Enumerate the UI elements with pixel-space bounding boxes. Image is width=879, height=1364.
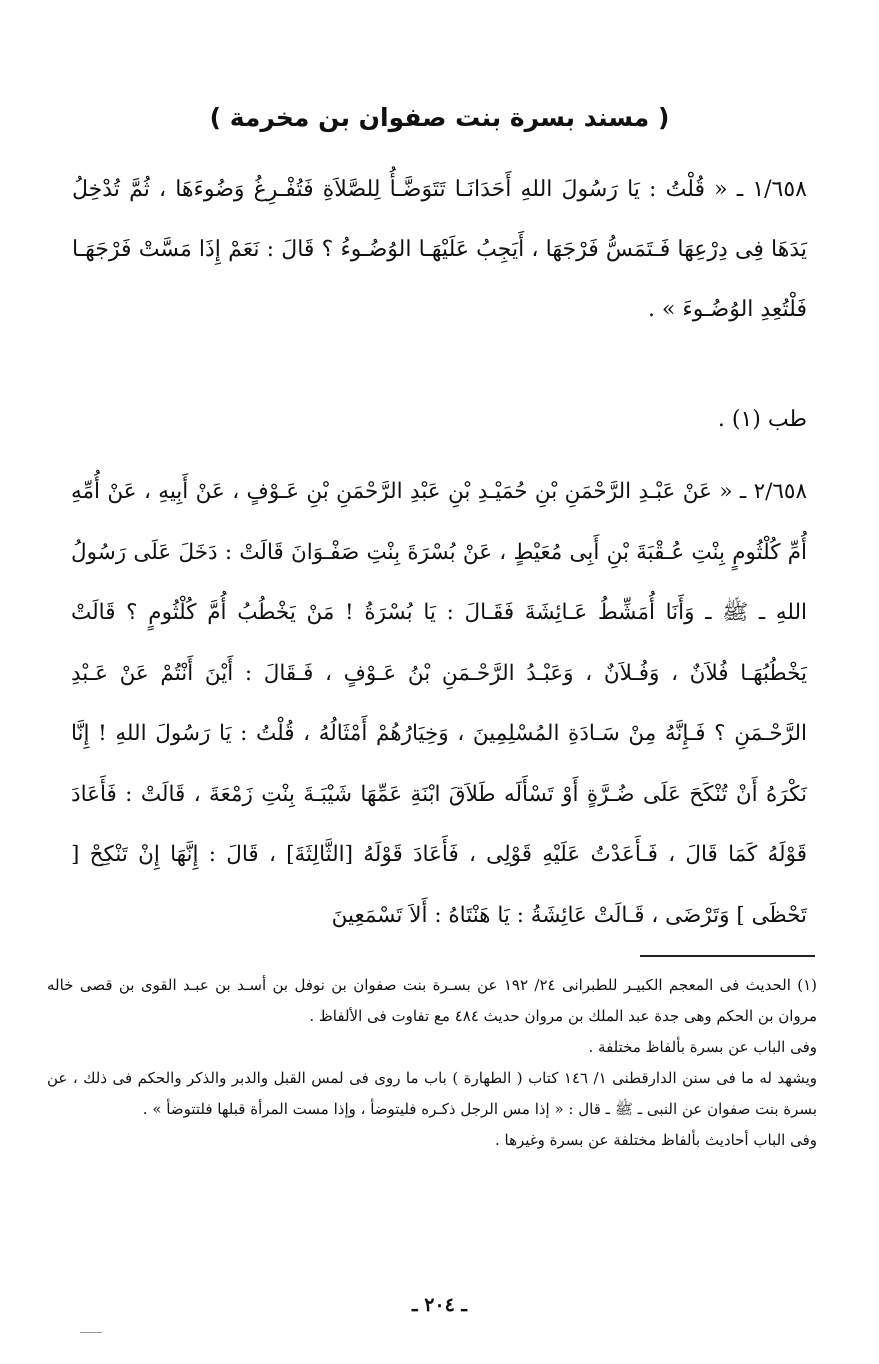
hadith-2-text: ٢/٦٥٨ ـ « عَنْ عَبْـدِ الرَّحْمَنِ بْنِ حُمَيْـدِ بْنِ عَبْدِ الرَّحْمَنِ بْنِ عَـوْفٍ ، عَنْ أَبِيهِ ، عَنْ أُمِّهِ أُمِّ كُلْثُومٍ بِنْتِ عُـقْبَةَ بْنِ أَبِى مُعَيْطٍ ، عَنْ بُسْرَةَ بِنْتِ صَفْـوَانَ قَالَتْ : دَخَلَ عَلَى رَسُولُ اللهِ ـ ﷺ ـ وَأَنَا أُمَشِّطُ عَـائِشَةَ فَقَـالَ : يَا بُسْرَةُ ! مَنْ يَخْطُبُ أُمَّ كُلْثُومٍ ؟ قَالَتْ يَخْطُبُهَـا فُلاَنٌ ، وَفُـلاَنٌ ، وَعَبْـدُ الرَّحْـمَنِ بْنُ عَـوْفٍ ، فَـقَالَ : أَيْنَ أَنْتُمْ عَنْ عَـبْدِ الرَّحْـمَنِ ؟ فَـإِنَّهُ مِنْ سَـادَةِ المُسْلِمِينَ ، وَخِيَارُهُمْ أَمْثَالُهُ ، قُلْتُ : يَا رَسُولَ اللهِ ! إِنَّا نَكْرَهُ أَنْ تُنْكَحَ عَلَى ضُـرَّةٍ أَوْ تَسْأَلَه طَلاَقَ ابْنَةِ عَمِّهَا شَيْبَـةَ بِنْتِ زَمْعَةَ ، قَالَتْ : فَأَعَادَ قَوْلَهُ كَمَا قَالَ ، فَـأَعَدْتُ عَلَيْهِ قَوْلِى ، فَأَعَادَ قَوْلَهُ [الثَّالِثَةَ] ، قَالَ : إِنَّهَا إِنْ تَنْكِحْ [ تَحْظَى ] وَتَرْضَى ، قَـالَتْ عَائِشَةُ : يَا هَنْتَاهُ : أَلاَ تَسْمَعِينَ bbox=[71, 479, 807, 928]
scan-mark bbox=[80, 1332, 102, 1333]
footnotes bbox=[47, 970, 817, 1156]
footnote-4: وفى الباب أحاديث بألفاظ مختلفة عن بسرة وغيرها . bbox=[495, 1131, 817, 1149]
footnote-3: ويشهد له ما فى سنن الدارقطنى ١/ ١٤٦ كتاب ( الطهارة ) باب ما روى فى لمس القبل والدبر والذكر والحكم فى ذلك ، عن بسرة بنت صفوان عن النبى ـ ﷺ ـ قال : « إذا مس الرجل ذكـره فليتوضأ ، وإذا مست المرأة قبلها فلتتوضأ » . bbox=[47, 1069, 818, 1118]
footnote-2: وفى الباب عن بسرة بألفاظ مختلفة . bbox=[588, 1038, 817, 1056]
section-title: ( مسند بسرة بنت صفوان بن مخرمة ) bbox=[209, 103, 670, 132]
footnote-1: (١) الحديث فى المعجم الكبيـر للطبرانى ٢٤/ ١٩٢ عن بسـرة بنت صفوان بن نوفل بن أسـد بن عبـد القوى بن قصى خاله مروان بن الحكم وهى جدة عبد الملك بن مروان حديث ٤٨٤ مع تفاوت فى الألفاظ . bbox=[47, 976, 818, 1025]
hadith-1-source: طب (١) . bbox=[717, 407, 807, 432]
hadith-1-text: ١/٦٥٨ ـ « قُلْتُ : يَا رَسُولَ اللهِ أَحَدَانَـا تَتَوَضَّـأُ لِلصَّلاَةِ فَتُفْـرِغُ وَضُوءَهَا ، ثُمَّ تُدْخِلُ يَدَهَا فِى دِرْعِهَا فَـتَمَسُّ فَرْجَهَا ، أَيَجِبُ عَلَيْهَـا الوُضُـوءُ ؟ قَالَ : نَعَمْ إِذَا مَسَّتْ فَرْجَهَـا فَلْتُعِدِ الوُضُـوءَ » . bbox=[72, 177, 807, 322]
page-number: ـ ٢٠٤ ـ bbox=[412, 1294, 467, 1316]
footnote-separator bbox=[640, 955, 815, 957]
